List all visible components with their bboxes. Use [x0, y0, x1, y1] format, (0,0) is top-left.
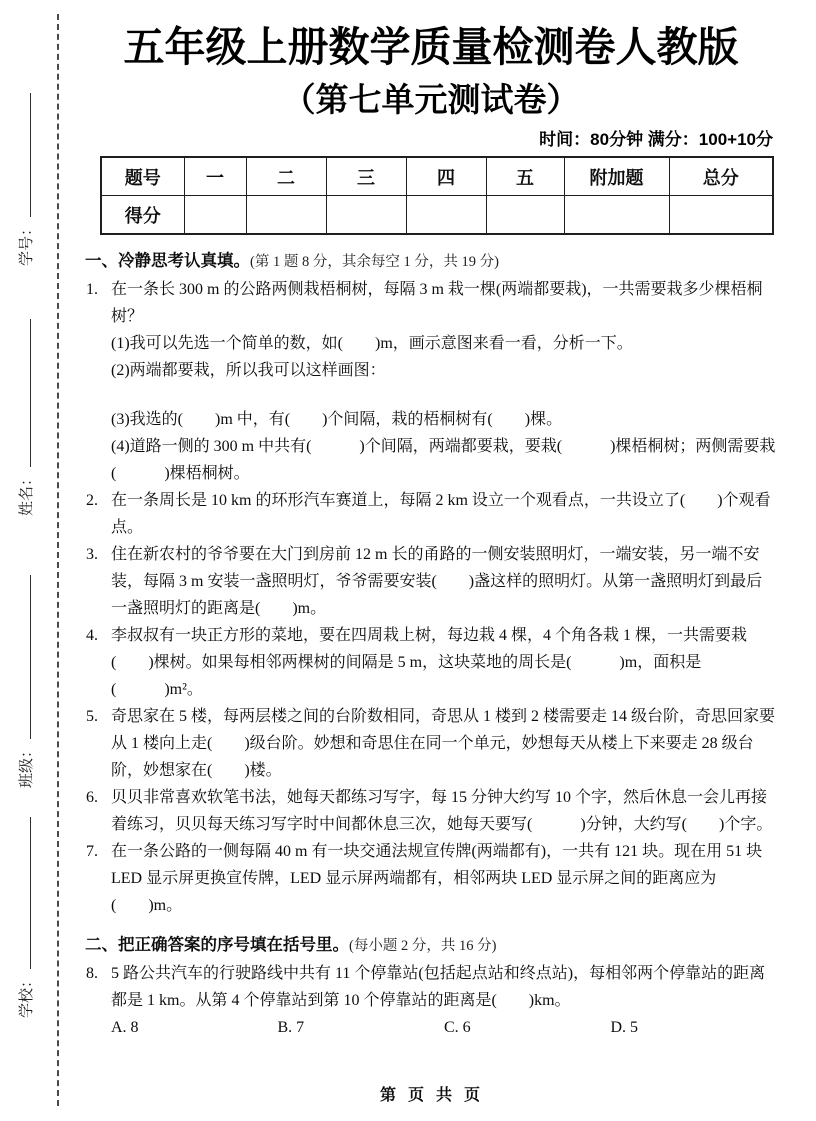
score-cell — [326, 196, 406, 235]
question-4-text: 李叔叔有一块正方形的菜地，要在四周栽上树，每边栽 4 棵，4 个角各栽 1 棵，一共需要栽( )棵树。如果每相邻两棵树的间隔是 5 m，这块菜地的周长是( )m，面积是( )m²。 — [111, 627, 748, 698]
score-table-col-2: 二 — [246, 157, 326, 196]
question-3 — [85, 541, 777, 622]
score-table-score-row — [101, 196, 773, 235]
section-2-heading — [85, 931, 777, 960]
score-cell — [486, 196, 564, 235]
score-table-col-total: 总分 — [669, 157, 773, 196]
student-id-blank-line — [13, 93, 31, 217]
section-2-score-note: (每小题 2 分，共 16 分) — [349, 938, 497, 954]
score-row-label: 得分 — [101, 196, 184, 235]
score-table-col-bonus: 附加题 — [564, 157, 669, 196]
class-label: 班级： — [19, 742, 35, 788]
name-label: 姓名： — [19, 470, 35, 516]
score-table-col-3: 三 — [326, 157, 406, 196]
question-1-part-1: (1)我可以先选一个简单的数，如( )m，画示意图来看一看，分析一下。 — [111, 335, 633, 352]
paper-body — [85, 0, 777, 1041]
question-6-text: 贝贝非常喜欢软笔书法，她每天都练习写字，每 15 分钟大约写 10 个字，然后休息一会儿再接着练习，贝贝每天练习写字时中间都休息三次，她每天要写( )分钟，大约写( )个字。 — [111, 789, 773, 833]
question-1-part-3: (3)我选的( )m 中，有( )个间隔，栽的梧桐树有( )棵。 — [111, 411, 563, 428]
score-table — [100, 156, 774, 235]
score-cell — [564, 196, 669, 235]
score-cell — [406, 196, 486, 235]
school-blank-line — [13, 817, 31, 969]
question-2-number: 2. — [86, 492, 98, 509]
section-1-score-note: (第 1 题 8 分，其余每空 1 分，共 19 分) — [250, 254, 499, 270]
score-cell — [246, 196, 326, 235]
option-d: D. 5 — [610, 1019, 639, 1036]
question-8-number: 8. — [86, 965, 98, 982]
student-id-label: 学号： — [19, 220, 35, 266]
question-1-text: 在一条长 300 m 的公路两侧栽梧桐树，每隔 3 m 栽一棵(两端都要栽)，一共需要栽多少棵梧桐树？ — [111, 281, 763, 325]
page-subtitle: （第七单元测试卷） — [282, 81, 580, 119]
name-field — [13, 319, 37, 516]
section-1-heading — [85, 247, 777, 276]
page-title: 五年级上册数学质量检测卷人教版 — [123, 24, 739, 70]
score-table-col-4: 四 — [406, 157, 486, 196]
question-1 — [85, 276, 777, 487]
question-7-text: 在一条公路的一侧每隔 40 m 有一块交通法规宣传牌(两端都有)，一共有 121 块。现在用 51 块 LED 显示屏更换宣传牌，LED 显示屏两端都有，相邻两块 LED 显示屏之间的距离应为( )m。 — [111, 843, 763, 914]
score-cell — [669, 196, 773, 235]
name-blank-line — [13, 319, 31, 467]
question-7-number: 7. — [86, 843, 98, 860]
section-2-title: 二、把正确答案的序号填在括号里。 — [85, 936, 349, 954]
binding-dashed-line — [57, 14, 59, 1106]
question-7 — [85, 838, 777, 919]
section-1-title: 一、冷静思考认真填。 — [85, 252, 250, 270]
student-id-field — [13, 93, 37, 266]
score-table-col-5: 五 — [486, 157, 564, 196]
question-8-text: 5 路公共汽车的行驶路线中共有 11 个停靠站(包括起点站和终点站)，每相邻两个停靠站的距离都是 1 km。从第 4 个停靠站到第 10 个停靠站的距离是( )km。 — [111, 965, 766, 1009]
question-8-options — [85, 1014, 777, 1041]
option-c: C. 6 — [444, 1019, 471, 1036]
class-blank-line — [13, 575, 31, 739]
page-footer: 第 页 共 页 — [379, 1087, 480, 1104]
option-b: B. 7 — [277, 1019, 305, 1036]
score-table-header-row — [101, 157, 773, 196]
question-5-text: 奇思家在 5 楼，每两层楼之间的台阶数相同，奇思从 1 楼到 2 楼需要走 14 级台阶，奇思回家要从 1 楼向上走( )级台阶。妙想和奇思住在同一个单元，妙想每天从楼上下来要走 28 级台阶，妙想家在( )楼。 — [111, 708, 776, 779]
time-score-info: 时间：80分钟 满分：100+10分 — [539, 129, 773, 149]
question-1-part-4: (4)道路一侧的 300 m 中共有( )个间隔，两端都要栽，要栽( )棵梧桐树；两侧需要栽( )棵梧桐树。 — [111, 438, 776, 482]
question-3-number: 3. — [86, 546, 98, 563]
question-3-text: 住在新农村的爷爷要在大门到房前 12 m 长的甬路的一侧安装照明灯，一端安装，另一端不安装，每隔 3 m 安装一盏照明灯，爷爷需要安装( )盏这样的照明灯。从第一盏照明灯到最后一盏照明灯的距离是( )m。 — [111, 546, 763, 617]
question-2-text: 在一条周长是 10 km 的环形汽车赛道上，每隔 2 km 设立一个观看点，一共设立了( )个观看点。 — [111, 492, 771, 536]
class-field — [13, 575, 37, 788]
score-table-col-1: 一 — [184, 157, 246, 196]
question-6-number: 6. — [86, 789, 98, 806]
school-label: 学校： — [19, 972, 35, 1018]
question-4 — [85, 622, 777, 703]
question-5-number: 5. — [86, 708, 98, 725]
question-4-number: 4. — [86, 627, 98, 644]
question-5 — [85, 703, 777, 784]
question-2 — [85, 487, 777, 541]
question-8 — [85, 960, 777, 1014]
question-6 — [85, 784, 777, 838]
school-field — [13, 817, 37, 1018]
option-a: A. 8 — [111, 1019, 139, 1036]
question-1-number: 1. — [86, 281, 98, 298]
score-cell — [184, 196, 246, 235]
score-table-corner-label: 题号 — [101, 157, 184, 196]
question-1-part-2: (2)两端都要栽，所以我可以这样画图： — [111, 362, 386, 379]
